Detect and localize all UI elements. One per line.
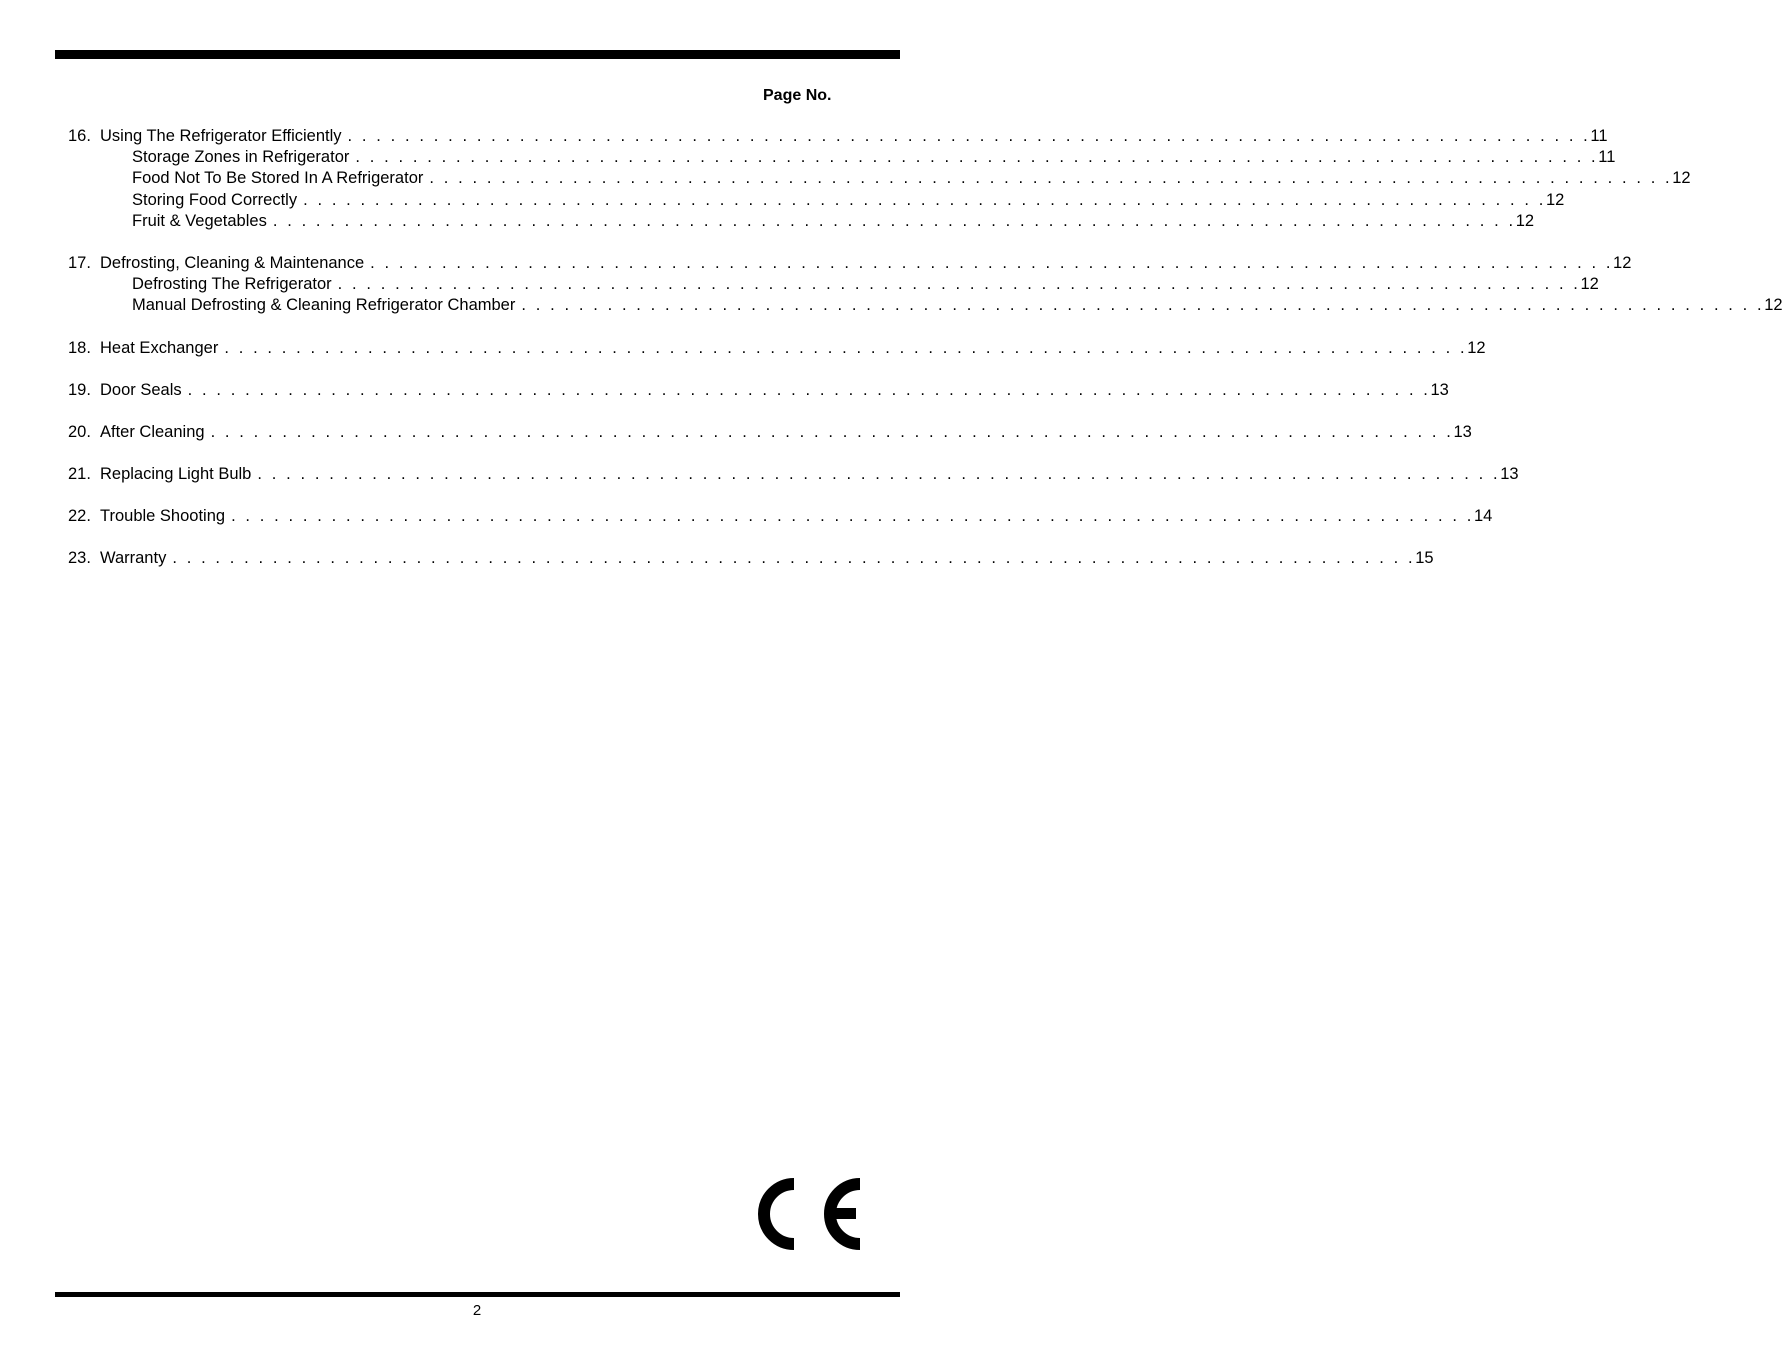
toc-entry-page: 12: [1613, 253, 1632, 272]
toc-dot-leader: . . . . . . . . . . . . . . . . . . . . . . . . . . . . . . . . . . . . . . . . . . . . . . . . . . . . . . . . . . . . . . . . . . . . . . . . . . . . . . . . . . . . . . .: [303, 190, 1546, 209]
toc-entry-page: 13: [1430, 380, 1449, 399]
toc-dot-leader: . . . . . . . . . . . . . . . . . . . . . . . . . . . . . . . . . . . . . . . . . . . . . . . . . . . . . . . . . . . . . . . . . . . . . . . . . . . . . . . . . . . . . . .: [187, 380, 1431, 399]
toc-entry-page: 12: [1545, 190, 1565, 209]
toc-dot-leader: . . . . . . . . . . . . . . . . . . . . . . . . . . . . . . . . . . . . . . . . . . . . . . . . . . . . . . . . . . . . . . . . . . . . . . . . . . . . . . . . . . . . . . .: [347, 127, 1591, 145]
toc-entry-number: 18.: [68, 338, 91, 357]
toc-entry-page: 12: [1764, 296, 1783, 315]
toc-entry: [68, 548, 1434, 569]
toc-entry-number: 16.: [68, 127, 91, 145]
toc-entry-title: Fruit & Vegetables: [132, 211, 267, 230]
toc-dot-leader: . . . . . . . . . . . . . . . . . . . . . . . . . . . . . . . . . . . . . . . . . . . . . . . . . . . . . . . . . . . . . . . . . . . . . . . . . . . . . . . . . . . . . . .: [429, 169, 1673, 188]
toc-entry-page: 14: [1473, 507, 1493, 526]
toc-dot-leader: . . . . . . . . . . . . . . . . . . . . . . . . . . . . . . . . . . . . . . . . . . . . . . . . . . . . . . . . . . . . . . . . . . . . . . . . . . . . . . . . . . . . . . .: [337, 275, 1581, 294]
toc-entry-page: 11: [1590, 127, 1608, 145]
toc-entry-number: 23.: [68, 549, 91, 568]
toc-entry: [68, 253, 1632, 274]
toc-entry-page: 12: [1467, 338, 1486, 357]
toc-entry: [68, 168, 1691, 189]
toc-entry-title: Storage Zones in Refrigerator: [132, 148, 350, 167]
toc-entry: [68, 274, 1599, 295]
toc-dot-leader: . . . . . . . . . . . . . . . . . . . . . . . . . . . . . . . . . . . . . . . . . . . . . . . . . . . . . . . . . . . . . . . . . . . . . . . . . . . . . . . . . . . . . . .: [257, 465, 1501, 484]
toc-entry-page: 13: [1500, 465, 1519, 484]
toc-entry-title: Door Seals: [100, 380, 182, 399]
page-number: 2: [472, 1302, 482, 1319]
toc-entry-title: Warranty: [100, 549, 167, 568]
page-no-heading: Page No.: [763, 87, 832, 104]
top-rule: [55, 50, 900, 59]
toc-entry-title: Defrosting The Refrigerator: [132, 275, 332, 294]
toc-entry-number: 21.: [68, 465, 91, 484]
toc-entry-page: 15: [1415, 549, 1434, 568]
toc-entry-number: 17.: [68, 253, 91, 272]
toc-entry-title: Replacing Light Bulb: [100, 465, 252, 484]
toc-dot-leader: . . . . . . . . . . . . . . . . . . . . . . . . . . . . . . . . . . . . . . . . . . . . . . . . . . . . . . . . . . . . . . . . . . . . . . . . . . . . . . . . . . . . . . .: [521, 296, 1765, 315]
toc-entry: [68, 506, 1493, 527]
toc-entry: [68, 190, 1565, 211]
toc-entry-page: 12: [1672, 169, 1691, 188]
toc-entry: [68, 147, 1616, 168]
toc-entry-title: Defrosting, Cleaning & Maintenance: [100, 253, 365, 272]
table-of-contents: [68, 126, 1783, 570]
toc-dot-leader: . . . . . . . . . . . . . . . . . . . . . . . . . . . . . . . . . . . . . . . . . . . . . . . . . . . . . . . . . . . . . . . . . . . . . . . . . . . . . . . . . . . . . . .: [355, 148, 1599, 167]
ce-mark-icon: [750, 1170, 868, 1258]
toc-dot-leader: . . . . . . . . . . . . . . . . . . . . . . . . . . . . . . . . . . . . . . . . . . . . . . . . . . . . . . . . . . . . . . . . . . . . . . . . . . . . . . . . . . . . . . .: [370, 253, 1614, 272]
toc-entry-page: 13: [1453, 422, 1472, 441]
toc-entry: [68, 338, 1486, 359]
toc-entry-title: Food Not To Be Stored In A Refrigerator: [132, 169, 424, 188]
toc-entry-page: 11: [1598, 148, 1616, 167]
toc-entry: [68, 380, 1449, 401]
toc-dot-leader: . . . . . . . . . . . . . . . . . . . . . . . . . . . . . . . . . . . . . . . . . . . . . . . . . . . . . . . . . . . . . . . . . . . . . . . . . . . . . . . . . . . . . . .: [210, 422, 1454, 441]
toc-entry-number: 19.: [68, 380, 91, 399]
toc-entry-number: 22.: [68, 507, 91, 526]
toc-entry-title: Storing Food Correctly: [132, 190, 298, 209]
toc-entry-title: Trouble Shooting: [100, 507, 226, 526]
toc-entry-title: Heat Exchanger: [100, 338, 219, 357]
toc-dot-leader: . . . . . . . . . . . . . . . . . . . . . . . . . . . . . . . . . . . . . . . . . . . . . . . . . . . . . . . . . . . . . . . . . . . . . . . . . . . . . . . . . . . . . . .: [224, 338, 1468, 357]
bottom-rule: [55, 1292, 900, 1297]
toc-dot-leader: . . . . . . . . . . . . . . . . . . . . . . . . . . . . . . . . . . . . . . . . . . . . . . . . . . . . . . . . . . . . . . . . . . . . . . . . . . . . . . . . . . . . . . .: [172, 549, 1416, 568]
toc-entry-number: 20.: [68, 422, 91, 441]
toc-entry: [68, 295, 1783, 316]
toc-entry: [68, 464, 1519, 485]
toc-entry: [68, 211, 1535, 232]
toc-entry-title: Manual Defrosting & Cleaning Refrigerator Chamber: [132, 296, 516, 315]
toc-entry-page: 12: [1515, 211, 1535, 230]
toc-entry-title: After Cleaning: [100, 422, 205, 441]
toc-entry: [68, 422, 1472, 443]
toc-entry: [68, 126, 1608, 147]
toc-dot-leader: . . . . . . . . . . . . . . . . . . . . . . . . . . . . . . . . . . . . . . . . . . . . . . . . . . . . . . . . . . . . . . . . . . . . . . . . . . . . . . . . . . . . . . .: [231, 507, 1474, 526]
toc-entry-title: Using The Refrigerator Efficiently: [100, 127, 342, 145]
toc-entry-page: 12: [1580, 275, 1599, 294]
toc-dot-leader: . . . . . . . . . . . . . . . . . . . . . . . . . . . . . . . . . . . . . . . . . . . . . . . . . . . . . . . . . . . . . . . . . . . . . . . . . . . . . . . . . . . . . . .: [272, 211, 1516, 230]
